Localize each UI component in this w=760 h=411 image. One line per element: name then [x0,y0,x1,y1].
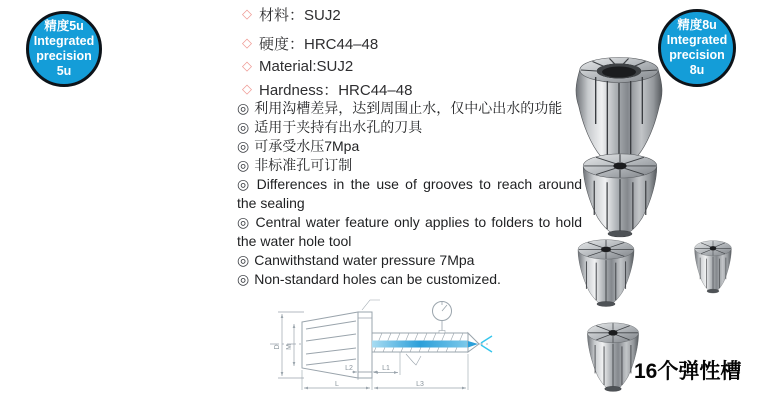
coolant-line [372,341,468,348]
diamond-bullet-icon: ◇ [242,5,252,21]
ring-bullet-icon: ◎ [237,176,252,192]
badge-text-line: Integrated [666,33,728,47]
dim-label-L1: L1 [382,365,390,372]
feature-text: Differences in the use of grooves to reach around the sealing [237,176,583,211]
feature-item [237,99,582,118]
dial-indicator-icon [433,302,452,334]
technical-drawing [256,291,498,409]
feature-text: Central water feature only applies to folders to hold the water hole tool [237,214,582,249]
feature-item [237,251,582,270]
dim-label-D: D [274,344,281,350]
collet-photo-small-left [571,235,641,309]
badge-text-line: precision [36,49,92,63]
spec-item [242,3,412,26]
feature-text: 利用沟槽差异，达到周围止水，仅中心出水的功能 [254,100,563,116]
badge-text-line: 精度5u [44,19,84,33]
collet-photo-small-right [690,237,736,295]
badge-text-line: 精度8u [677,18,717,32]
feature-list [237,99,582,289]
ring-bullet-icon: ◎ [237,157,250,173]
feature-text: 非标准孔可订制 [254,157,353,173]
badge-text-line: 5u [56,64,72,78]
feature-text: 适用于夹持有出水孔的刀具 [254,119,423,135]
feature-text: Canwithstand water pressure 7Mpa [254,252,475,268]
dim-label-M: M [286,344,293,350]
precision-badge-5u [26,11,102,87]
ring-bullet-icon: ◎ [237,252,250,268]
diamond-bullet-icon: ◇ [242,57,252,73]
badge-text-line: Integrated [33,34,95,48]
diamond-bullet-icon: ◇ [242,80,252,96]
elastic-slots-caption: 16个弹性槽 [634,360,742,383]
spec-item [242,55,412,78]
spec-list [242,3,412,101]
spec-text: Hardness：HRC44–48 [259,82,413,99]
spec-text: 硬度：HRC44–48 [259,36,379,53]
feature-item [237,156,582,175]
dim-label-L: L [335,381,339,388]
ring-bullet-icon: ◎ [237,138,250,154]
ring-bullet-icon: ◎ [237,119,250,135]
nut-outline [358,312,372,378]
feature-item [237,175,582,213]
roughness-mark [406,354,421,365]
feature-item [237,137,582,156]
feature-item [237,270,582,289]
dim-label-L3: L3 [416,381,424,388]
feature-item [237,118,582,137]
ring-bullet-icon: ◎ [237,100,250,116]
collet-photo-medium [574,148,666,240]
badge-text-line: 8u [689,63,705,77]
feature-item [237,213,582,251]
feature-text: 可承受水压7Mpa [254,138,360,154]
diamond-bullet-icon: ◇ [242,34,252,50]
ring-bullet-icon: ◎ [237,271,250,287]
feature-text: Non-standard holes can be customized. [254,271,501,287]
spec-item [242,78,412,101]
angle-leader [362,300,380,310]
spec-item [242,32,412,55]
badge-text-line: precision [669,48,725,62]
dim-label-L2: L2 [345,365,353,372]
ring-bullet-icon: ◎ [237,214,251,230]
spec-text: Material:SUJ2 [259,58,354,75]
spec-text: 材料：SUJ2 [259,7,341,24]
